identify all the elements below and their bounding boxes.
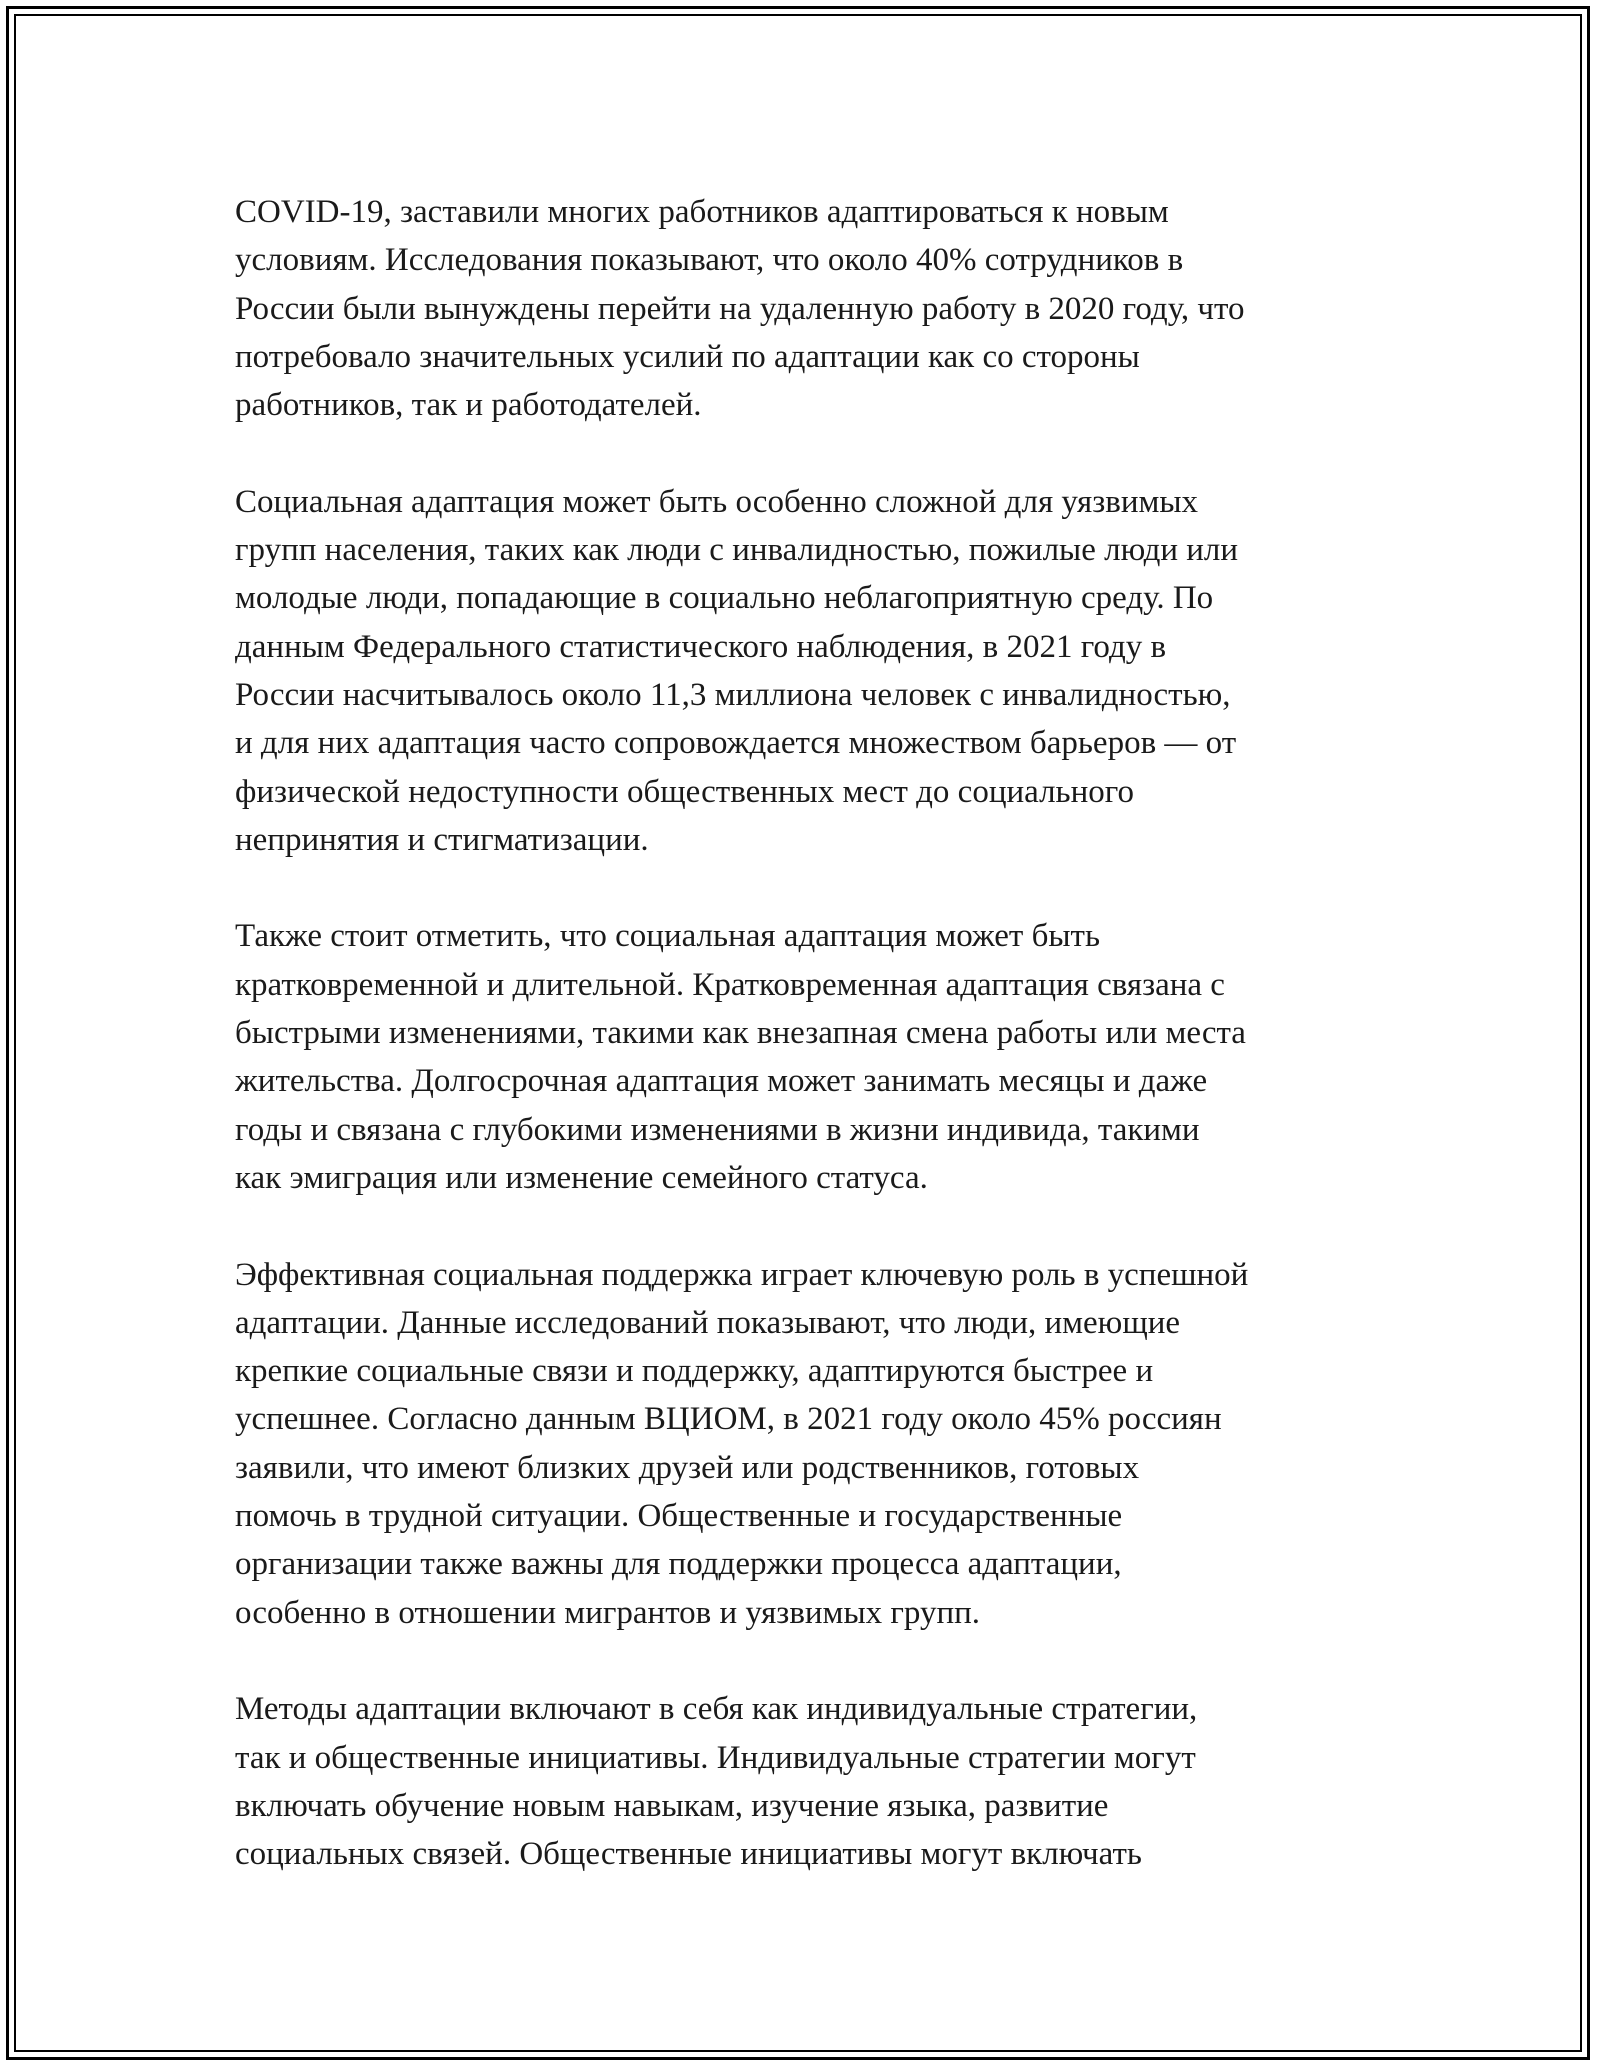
text-line: Эффективная социальная поддержка играет ключевую роль в успешной — [235, 1256, 1249, 1293]
text-line: годы и связана с глубокими изменениями в жизни индивида, такими — [235, 1111, 1200, 1148]
text-line: Социальная адаптация может быть особенно сложной для уязвимых — [235, 483, 1199, 520]
text-line: быстрыми изменениями, такими как внезапная смена работы или места — [235, 1015, 1246, 1052]
text-line: потребовало значительных усилий по адаптации как со стороны — [235, 338, 1140, 375]
paragraph-2 — [235, 478, 1415, 864]
text-line: непринятия и стигматизации. — [235, 821, 649, 858]
text-line: включать обучение новым навыкам, изучение языка, развитие — [235, 1787, 1109, 1824]
text-line: успешнее. Согласно данным ВЦИОМ, в 2021 году около 45% россиян — [235, 1401, 1222, 1438]
text-line: особенно в отношении мигрантов и уязвимых групп. — [235, 1594, 981, 1631]
text-line: данным Федерального статистического наблюдения, в 2021 году в — [235, 628, 1167, 665]
text-line: как эмиграция или изменение семейного статуса. — [235, 1159, 928, 1196]
text-line: и для них адаптация часто сопровождается множеством барьеров — от — [235, 725, 1237, 762]
text-line: работников, так и работодателей. — [235, 387, 702, 424]
paragraph-3 — [235, 912, 1415, 1202]
text-line: России насчитывалось около 11,3 миллиона человек с инвалидностью, — [235, 676, 1231, 713]
text-line: Методы адаптации включают в себя как индивидуальные стратегии, — [235, 1691, 1198, 1728]
text-line: России были вынуждены перейти на удаленную работу в 2020 году, что — [235, 290, 1245, 327]
text-line: физической недоступности общественных мест до социального — [235, 773, 1134, 810]
paragraph-5 — [235, 1685, 1415, 1878]
text-line: крепкие социальные связи и поддержку, адаптируются быстрее и — [235, 1353, 1154, 1390]
paragraph-1 — [235, 188, 1415, 429]
text-line: жительства. Долгосрочная адаптация может занимать месяцы и даже — [235, 1063, 1208, 1100]
text-line: так и общественные инициативы. Индивидуальные стратегии могут — [235, 1739, 1196, 1776]
text-line: заявили, что имеют близких друзей или родственников, готовых — [235, 1449, 1140, 1486]
text-line: помочь в трудной ситуации. Общественные и государственные — [235, 1498, 1123, 1535]
text-line: COVID-19, заставили многих работников адаптироваться к новым — [235, 194, 1169, 230]
text-line: групп населения, таких как люди с инвалидностью, пожилые люди или — [235, 532, 1239, 569]
text-line: социальных связей. Общественные инициативы могут включать — [235, 1836, 1142, 1873]
paragraph-4 — [235, 1251, 1415, 1637]
text-line: адаптации. Данные исследований показывают, что люди, имеющие — [235, 1304, 1181, 1341]
text-line: Также стоит отметить, что социальная адаптация может быть — [235, 918, 1101, 955]
text-line: условиям. Исследования показывают, что около 40% сотрудников в — [235, 242, 1184, 279]
text-line: молодые люди, попадающие в социально неблагоприятную среду. По — [235, 580, 1214, 617]
document-body — [235, 188, 1415, 1927]
text-line: кратковременной и длительной. Кратковременная адаптация связана с — [235, 966, 1225, 1003]
text-line: организации также важны для поддержки процесса адаптации, — [235, 1546, 1122, 1583]
